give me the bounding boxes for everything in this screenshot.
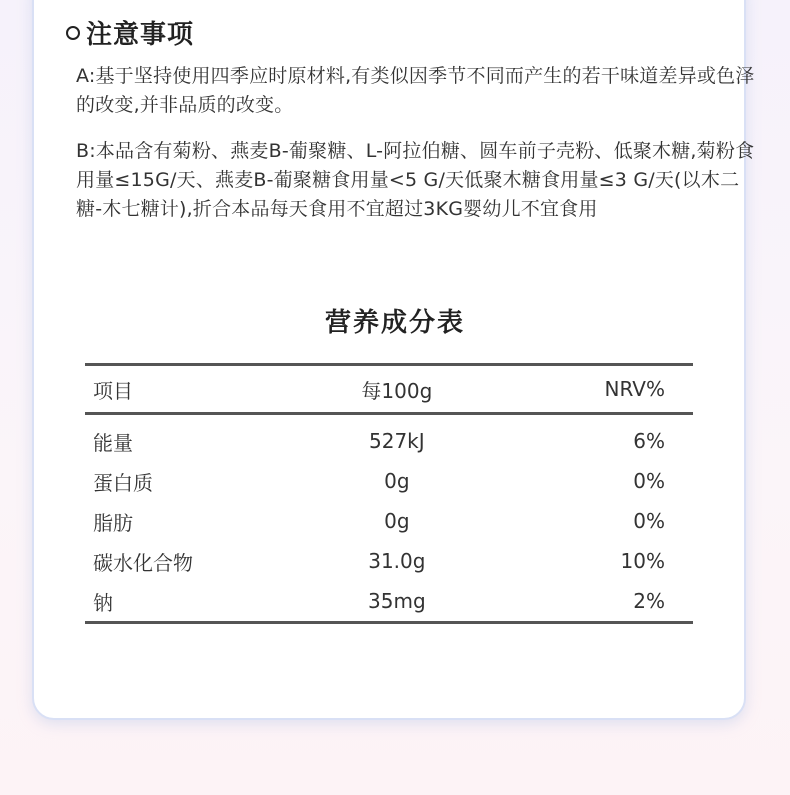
- header-item: 项目: [93, 378, 133, 403]
- note-b: B:本品含有菊粉、燕麦B-葡聚糖、L-阿拉伯糖、圆车前子壳粉、低聚木糖,菊粉食用量≤15G/天、燕麦B-葡聚糖食用量<5 G/天低聚木糖食用量≤3 G/天(以木二糖-木七糖计),折合本品每天食用不宜超过3KG婴幼儿不宜食用: [76, 140, 755, 220]
- row-item: 能量: [93, 430, 133, 455]
- nutrition-table-title: 营养成分表: [324, 308, 465, 338]
- row-item: 脂肪: [93, 510, 133, 535]
- row-item: 蛋白质: [93, 470, 153, 495]
- row-per-100g: 0g: [384, 469, 410, 493]
- table-row: [85, 541, 693, 581]
- row-per-100g: 35mg: [368, 589, 426, 613]
- nutrition-table: [85, 363, 693, 624]
- table-header-row: [85, 365, 693, 414]
- notes-heading: [66, 14, 194, 51]
- row-nrv: 0%: [633, 469, 665, 493]
- row-item: 碳水化合物: [93, 550, 193, 575]
- header-per-100g: 每100g: [361, 378, 433, 403]
- row-nrv: 6%: [633, 429, 665, 453]
- row-per-100g: 0g: [384, 509, 410, 533]
- table-row: [85, 581, 693, 623]
- row-nrv: 10%: [620, 549, 665, 573]
- table-row: [85, 501, 693, 541]
- table-row: [85, 414, 693, 462]
- table-row: [85, 461, 693, 501]
- row-per-100g: 31.0g: [368, 549, 426, 573]
- circle-bullet-icon: [66, 26, 80, 40]
- row-per-100g: 527kJ: [369, 429, 425, 453]
- header-nrv: NRV%: [604, 377, 665, 401]
- row-item: 钠: [93, 590, 113, 615]
- notes-title: 注意事项: [86, 20, 195, 50]
- row-nrv: 0%: [633, 509, 665, 533]
- row-nrv: 2%: [633, 589, 665, 613]
- note-a: A:基于坚持使用四季应时原材料,有类似因季节不同而产生的若干味道差异或色泽的改变,并非品质的改变。: [76, 65, 755, 116]
